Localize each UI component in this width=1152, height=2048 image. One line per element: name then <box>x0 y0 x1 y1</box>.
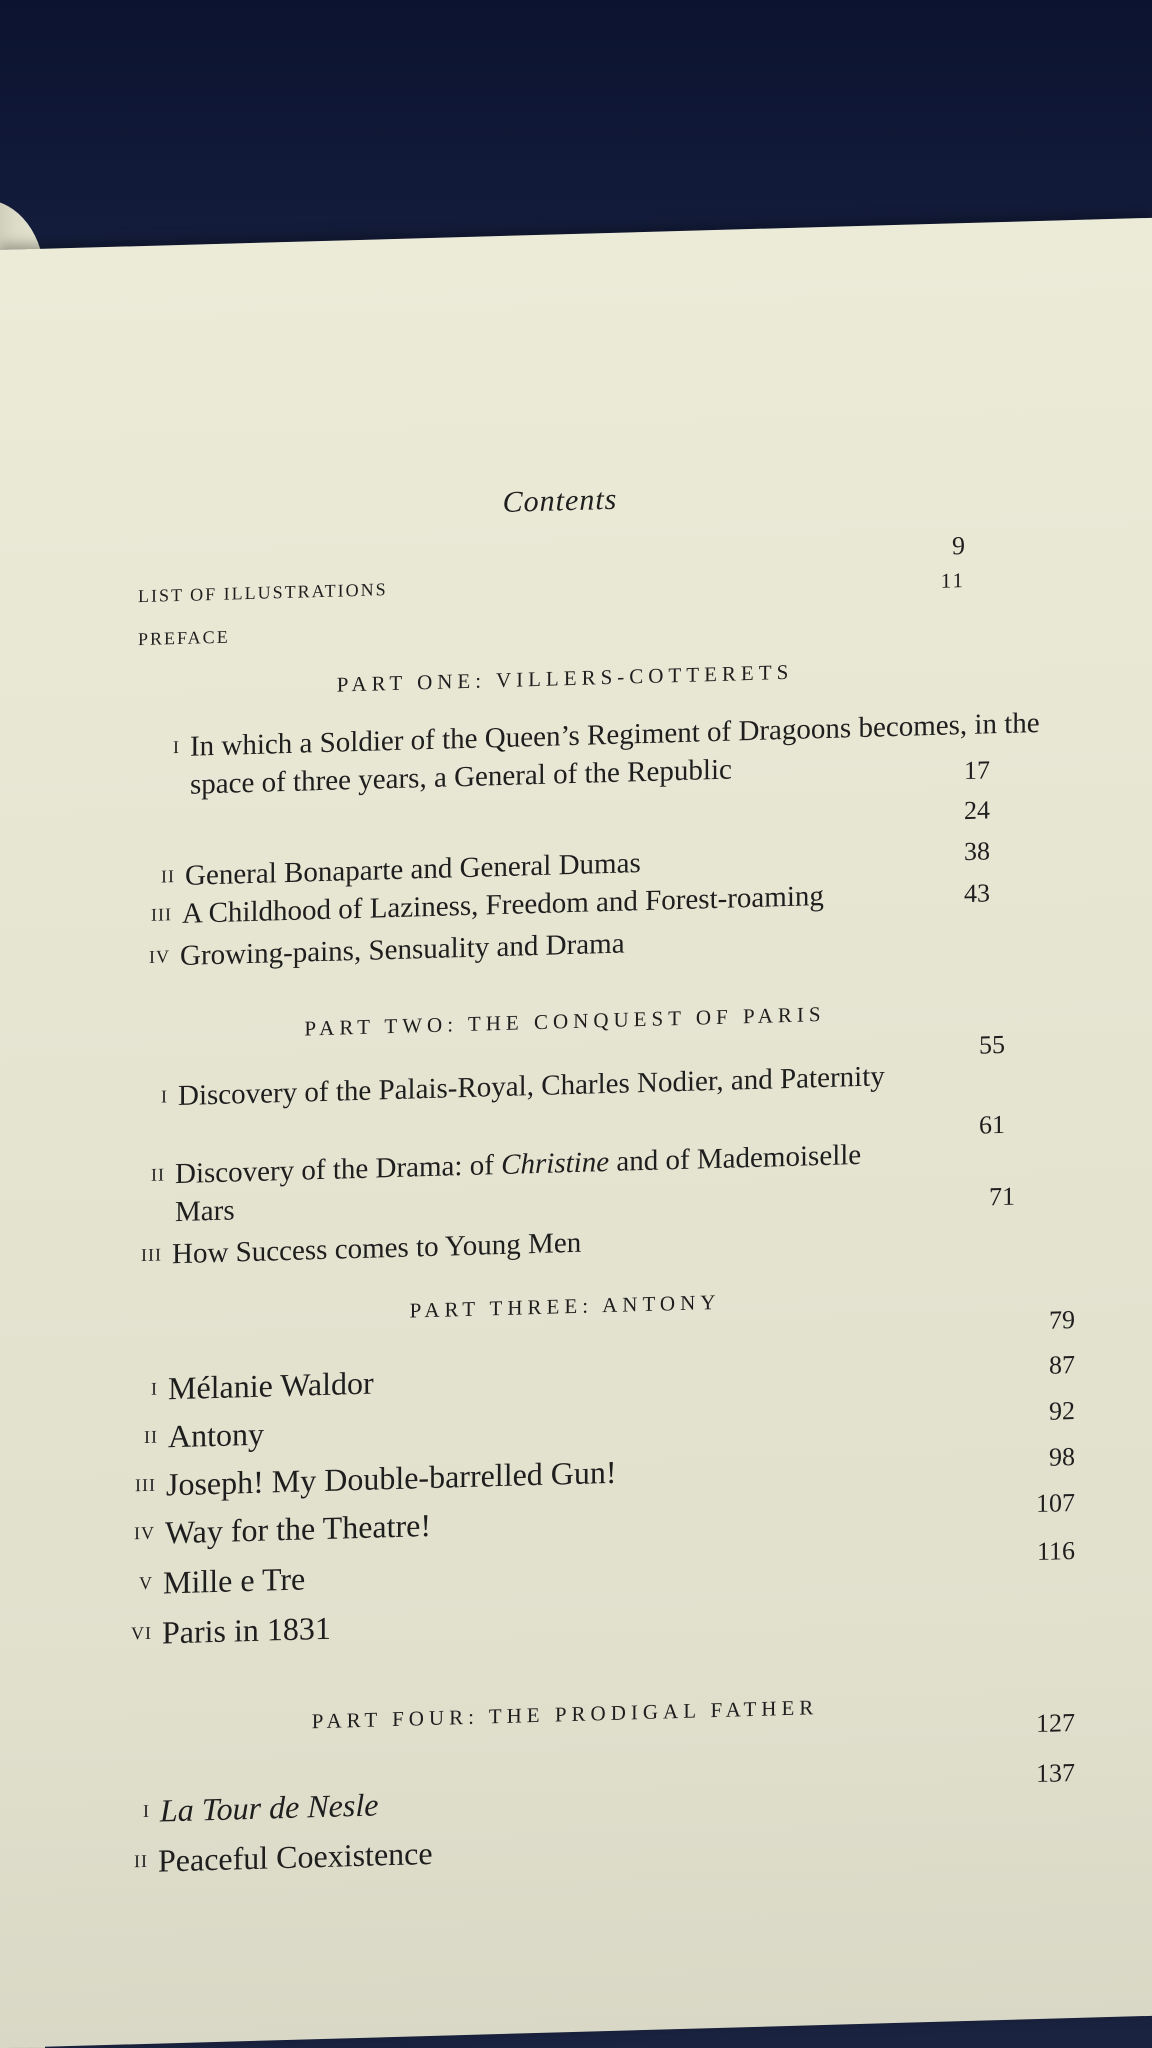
chapter-title: Way for the Theatre! <box>165 1506 432 1551</box>
page-number: 79 <box>1049 1304 1075 1335</box>
page-number: 24 <box>964 795 990 826</box>
front-matter-preface: PREFACE <box>138 626 230 650</box>
chapter-number: IV <box>149 946 170 967</box>
chapter-number: II <box>134 1850 148 1872</box>
chapter-number: VI <box>131 1622 152 1644</box>
chapter-number: V <box>139 1572 153 1594</box>
chapter-number: III <box>135 1474 156 1496</box>
book-page <box>0 218 1152 2048</box>
page-number: 71 <box>989 1181 1015 1212</box>
chapter-title: Mille e Tre <box>163 1560 306 1601</box>
chapter-title: In which a Soldier of the Queen’s Regiment of Dragoons becomes, in the space of three years, a General of the Republic <box>190 706 1040 801</box>
chapter-title: Joseph! My Double-barrelled Gun! <box>166 1453 617 1503</box>
table-of-contents <box>0 218 1152 2048</box>
page-number: 38 <box>964 836 990 867</box>
chapter-entry <box>161 1056 918 1115</box>
part-two-heading: PART TWO: THE CONQUEST OF PARIS <box>304 1001 826 1041</box>
chapter-number: III <box>141 1244 162 1266</box>
chapter-number: I <box>151 1378 158 1399</box>
page-number: 98 <box>1049 1441 1075 1472</box>
page-number: 127 <box>1036 1707 1075 1739</box>
chapter-title: Discovery of the Drama: of Christine and of Mademoiselle Mars <box>175 1138 862 1229</box>
chapter-number: II <box>151 1164 165 1185</box>
page-number: 17 <box>964 755 990 786</box>
chapter-number: I <box>143 1800 150 1822</box>
chapter-title: La Tour de Nesle <box>160 1786 379 1829</box>
chapter-title: How Success comes to Young Men <box>172 1226 582 1271</box>
chapter-title: A Childhood of Laziness, Freedom and Forest-roaming <box>182 879 824 930</box>
page-number: 11 <box>940 568 965 593</box>
page-number: 87 <box>1049 1349 1075 1380</box>
chapter-title: Paris in 1831 <box>162 1609 331 1651</box>
contents-heading: Contents <box>502 482 618 519</box>
front-matter-illustrations: LIST OF ILLUSTRATIONS <box>138 579 388 607</box>
chapter-number: III <box>151 904 172 925</box>
part-one-heading: PART ONE: VILLERS-COTTERETS <box>336 659 794 697</box>
page-number: 9 <box>952 531 965 561</box>
page-number: 55 <box>979 1029 1005 1060</box>
chapter-title: Growing-pains, Sensuality and Drama <box>180 927 625 972</box>
chapter-number: II <box>144 1426 158 1447</box>
chapter-entry <box>173 704 1050 804</box>
page-number: 43 <box>964 878 990 909</box>
page-number: 61 <box>979 1109 1005 1140</box>
page-number: 137 <box>1036 1757 1075 1789</box>
chapter-title: Mélanie Waldor <box>168 1364 374 1407</box>
chapter-number: IV <box>134 1522 155 1544</box>
chapter-number: II <box>161 866 175 887</box>
chapter-title: Peaceful Coexistence <box>158 1834 433 1879</box>
chapter-number: I <box>173 736 180 758</box>
page-number: 107 <box>1036 1487 1075 1519</box>
chapter-number: I <box>161 1086 168 1107</box>
page-number: 116 <box>1036 1535 1075 1567</box>
chapter-title: Discovery of the Palais-Royal, Charles Nodier, and Paternity <box>178 1060 885 1113</box>
chapter-title: General Bonaparte and General Dumas <box>185 847 641 892</box>
page-number: 92 <box>1049 1395 1075 1426</box>
chapter-title: Antony <box>168 1415 264 1455</box>
part-four-heading: PART FOUR: THE PRODIGAL FATHER <box>311 1695 819 1734</box>
part-three-heading: PART THREE: ANTONY <box>409 1289 721 1323</box>
